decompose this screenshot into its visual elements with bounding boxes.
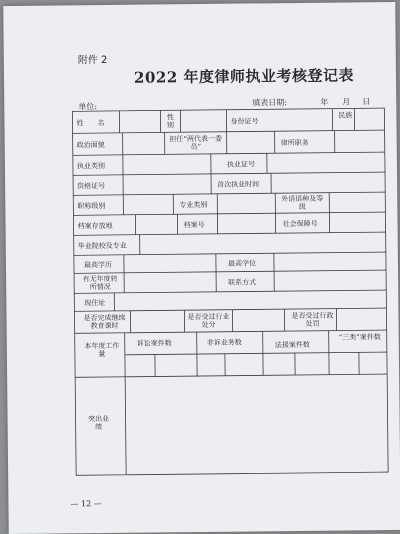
page-title: 2022 年度律师执业考核登记表: [134, 64, 354, 87]
fill-date-label: 填表日期:: [252, 98, 287, 108]
label-annual-workload: 本年度工作量: [83, 342, 121, 358]
form-grid: [3, 2, 400, 534]
label-name: 姓 名: [76, 119, 104, 127]
label-first-practice-time: 首次执业时间: [217, 180, 259, 188]
label-litigation-cases: 诉讼案件数: [137, 339, 172, 347]
date-year: 年: [320, 98, 328, 107]
label-firm-position: 律所职务: [281, 139, 309, 147]
label-continuing-education: 是否完成继续教育课时: [80, 314, 128, 331]
label-school-major: 毕业院校及专业: [78, 242, 127, 251]
label-practice-type: 执业类别: [77, 162, 105, 170]
attachment-label: 附件 2: [78, 51, 108, 66]
date-month: 月: [342, 97, 350, 106]
label-political-status: 政治面貌: [77, 141, 105, 149]
label-ethnicity: 民族: [338, 111, 352, 119]
label-gender: 性别: [164, 113, 176, 129]
page-number: — 12 —: [70, 499, 101, 508]
label-title-level: 职称级别: [77, 202, 105, 210]
label-legal-aid-cases: 法援案件数: [275, 341, 310, 349]
label-license-no: 执业证号: [227, 160, 255, 168]
label-highest-degree: 最高学位: [228, 259, 256, 267]
label-highest-education: 最高学历: [84, 261, 112, 269]
label-three-types: “三类”案件数: [337, 333, 383, 342]
label-achievements: 突出业绩: [88, 415, 110, 431]
label-contact: 联系方式: [228, 278, 256, 286]
label-archive-location: 档案存放地: [78, 222, 113, 230]
label-qualification-no: 资格证号: [77, 182, 105, 190]
label-transfer: 有无年度转所情况: [80, 275, 120, 292]
form-paper: [3, 2, 400, 534]
unit-label: 单位:: [78, 102, 97, 111]
label-foreign-language: 外语语种及等级: [279, 195, 325, 212]
label-archive-no: 档案号: [184, 221, 205, 229]
label-specialty-type: 专业类别: [179, 201, 207, 209]
label-industry-penalty: 是否受过行业处分: [186, 313, 230, 330]
label-address: 现住址: [84, 299, 105, 307]
label-id-number: 身份证号: [230, 117, 258, 125]
label-two-reps: 担任“两代表一委员”: [167, 135, 225, 152]
label-non-litigation: 非诉业务数: [207, 339, 242, 347]
label-social-security-no: 社会保障号: [283, 220, 318, 228]
label-admin-penalty: 是否受过行政处罚: [290, 312, 334, 329]
date-day: 日: [362, 97, 370, 106]
